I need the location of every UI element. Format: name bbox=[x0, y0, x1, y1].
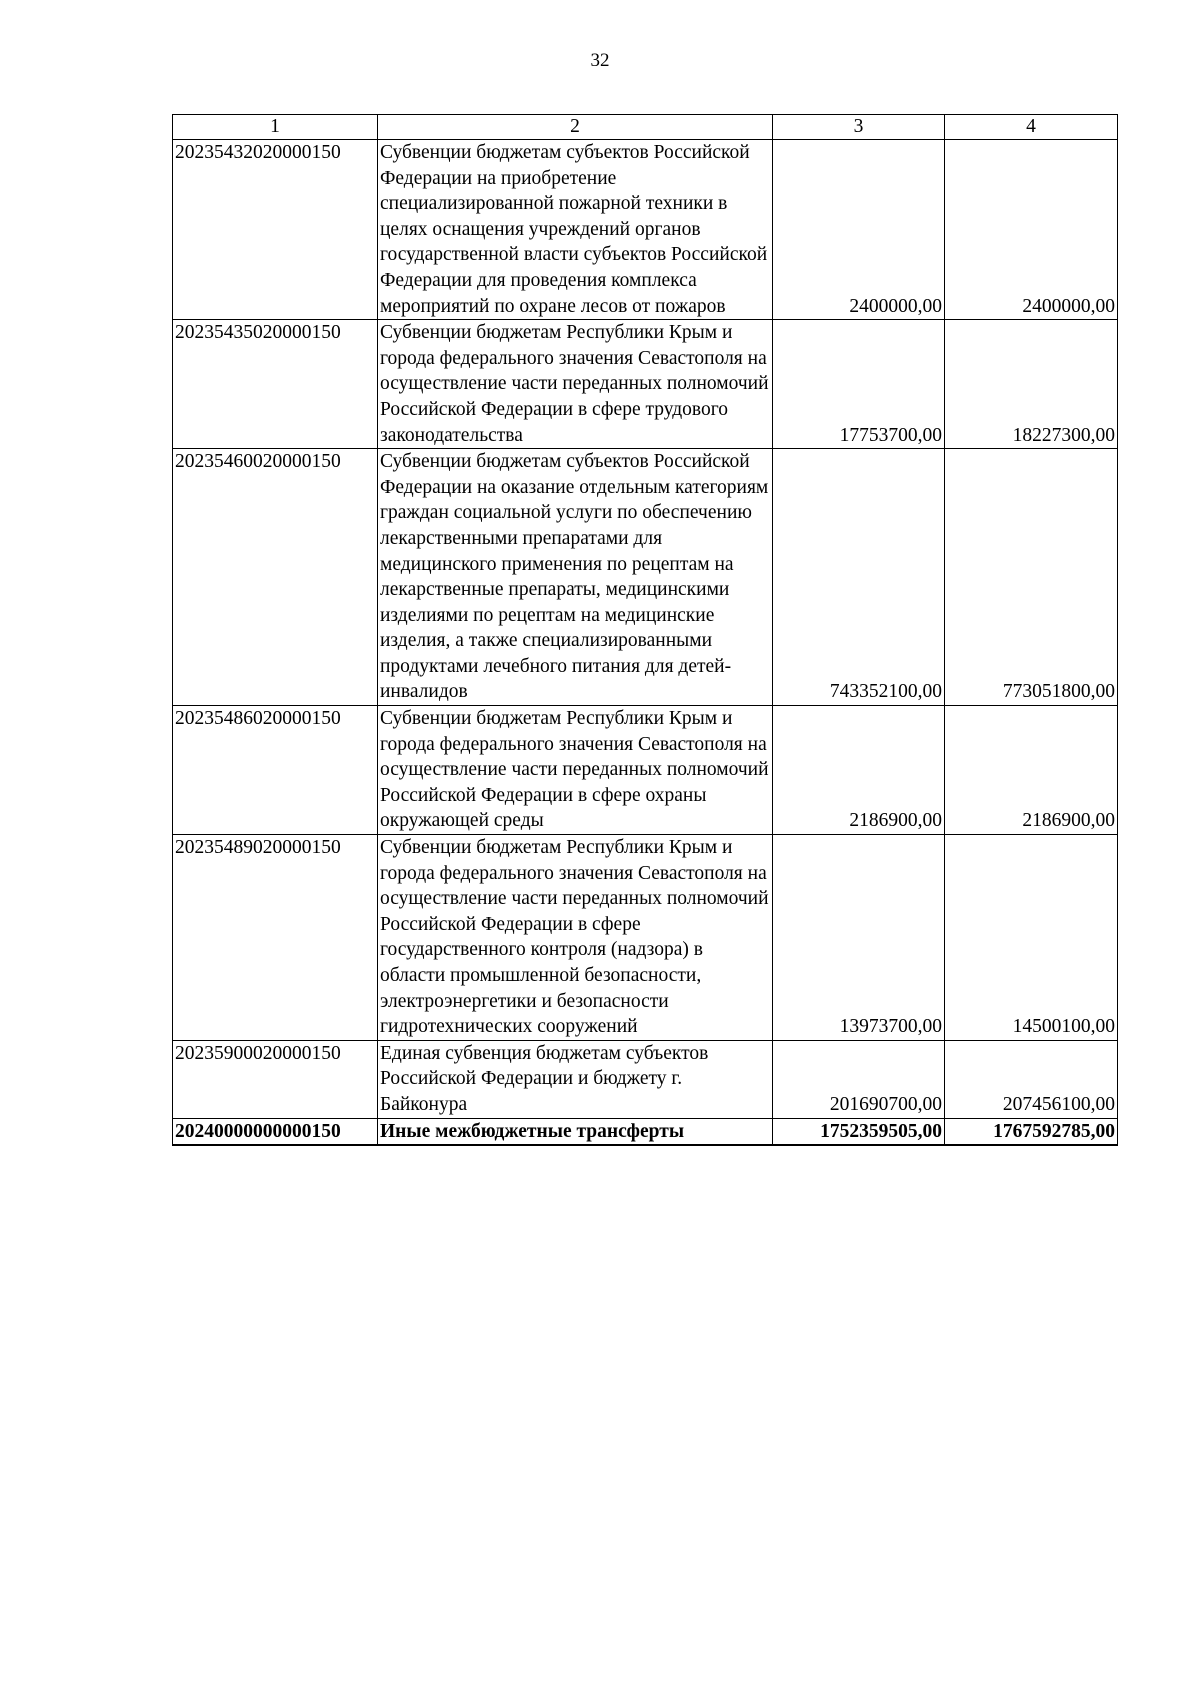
code-cell: 20235489020000150 bbox=[173, 835, 378, 1041]
budget-table bbox=[172, 114, 1118, 1146]
column-header-3: 3 bbox=[773, 115, 945, 140]
page-number: 32 bbox=[590, 50, 610, 71]
column-header-4: 4 bbox=[945, 115, 1118, 140]
table-row bbox=[173, 1040, 1118, 1118]
amount-cell-col4: 14500100,00 bbox=[945, 835, 1118, 1041]
code-cell: 20235486020000150 bbox=[173, 706, 378, 835]
amount-cell-col4: 2186900,00 bbox=[945, 706, 1118, 835]
total-amount-col4: 1767592785,00 bbox=[945, 1118, 1118, 1145]
table-row bbox=[173, 706, 1118, 835]
total-code-cell: 20240000000000150 bbox=[173, 1118, 378, 1145]
code-cell: 20235432020000150 bbox=[173, 140, 378, 320]
table-row bbox=[173, 835, 1118, 1041]
amount-cell-col4: 18227300,00 bbox=[945, 320, 1118, 449]
total-amount-col3: 1752359505,00 bbox=[773, 1118, 945, 1145]
amount-cell-col3: 201690700,00 bbox=[773, 1040, 945, 1118]
table-row bbox=[173, 140, 1118, 320]
code-cell: 20235435020000150 bbox=[173, 320, 378, 449]
name-cell: Единая субвенция бюджетам субъектов Российской Федерации и бюджету г. Байконура bbox=[378, 1040, 773, 1118]
name-cell: Субвенции бюджетам субъектов Российской Федерации на приобретение специализированной пожарной техники в целях оснащения учреждений органов государственной власти субъектов Российской Федерации для проведения комплекса мероприятий по охране лесов от пожаров bbox=[378, 140, 773, 320]
table-row bbox=[173, 449, 1118, 706]
code-cell: 20235900020000150 bbox=[173, 1040, 378, 1118]
amount-cell-col4: 773051800,00 bbox=[945, 449, 1118, 706]
name-cell: Субвенции бюджетам субъектов Российской Федерации на оказание отдельным категориям граждан социальной услуги по обеспечению лекарственными препаратами для медицинского применения по рецептам на лекарственные препараты, медицинскими изделиями по рецептам на медицинские изделия, а также специализированными продуктами лечебного питания для детей-инвалидов bbox=[378, 449, 773, 706]
total-row bbox=[173, 1118, 1118, 1145]
header-row bbox=[173, 115, 1118, 140]
name-cell: Субвенции бюджетам Республики Крым и города федерального значения Севастополя на осуществление части переданных полномочий Российской Федерации в сфере государственного контроля (надзора) в области промышленной безопасности, электроэнергетики и безопасности гидротехнических сооружений bbox=[378, 835, 773, 1041]
amount-cell-col3: 17753700,00 bbox=[773, 320, 945, 449]
code-cell: 20235460020000150 bbox=[173, 449, 378, 706]
amount-cell-col4: 2400000,00 bbox=[945, 140, 1118, 320]
column-header-1: 1 bbox=[173, 115, 378, 140]
name-cell: Субвенции бюджетам Республики Крым и города федерального значения Севастополя на осуществление части переданных полномочий Российской Федерации в сфере охраны окружающей среды bbox=[378, 706, 773, 835]
amount-cell-col3: 2400000,00 bbox=[773, 140, 945, 320]
amount-cell-col3: 13973700,00 bbox=[773, 835, 945, 1041]
name-cell: Субвенции бюджетам Республики Крым и города федерального значения Севастополя на осуществление части переданных полномочий Российской Федерации в сфере трудового законодательства bbox=[378, 320, 773, 449]
column-header-2: 2 bbox=[378, 115, 773, 140]
total-name-cell: Иные межбюджетные трансферты bbox=[378, 1118, 773, 1145]
amount-cell-col4: 207456100,00 bbox=[945, 1040, 1118, 1118]
table-row bbox=[173, 320, 1118, 449]
amount-cell-col3: 743352100,00 bbox=[773, 449, 945, 706]
amount-cell-col3: 2186900,00 bbox=[773, 706, 945, 835]
